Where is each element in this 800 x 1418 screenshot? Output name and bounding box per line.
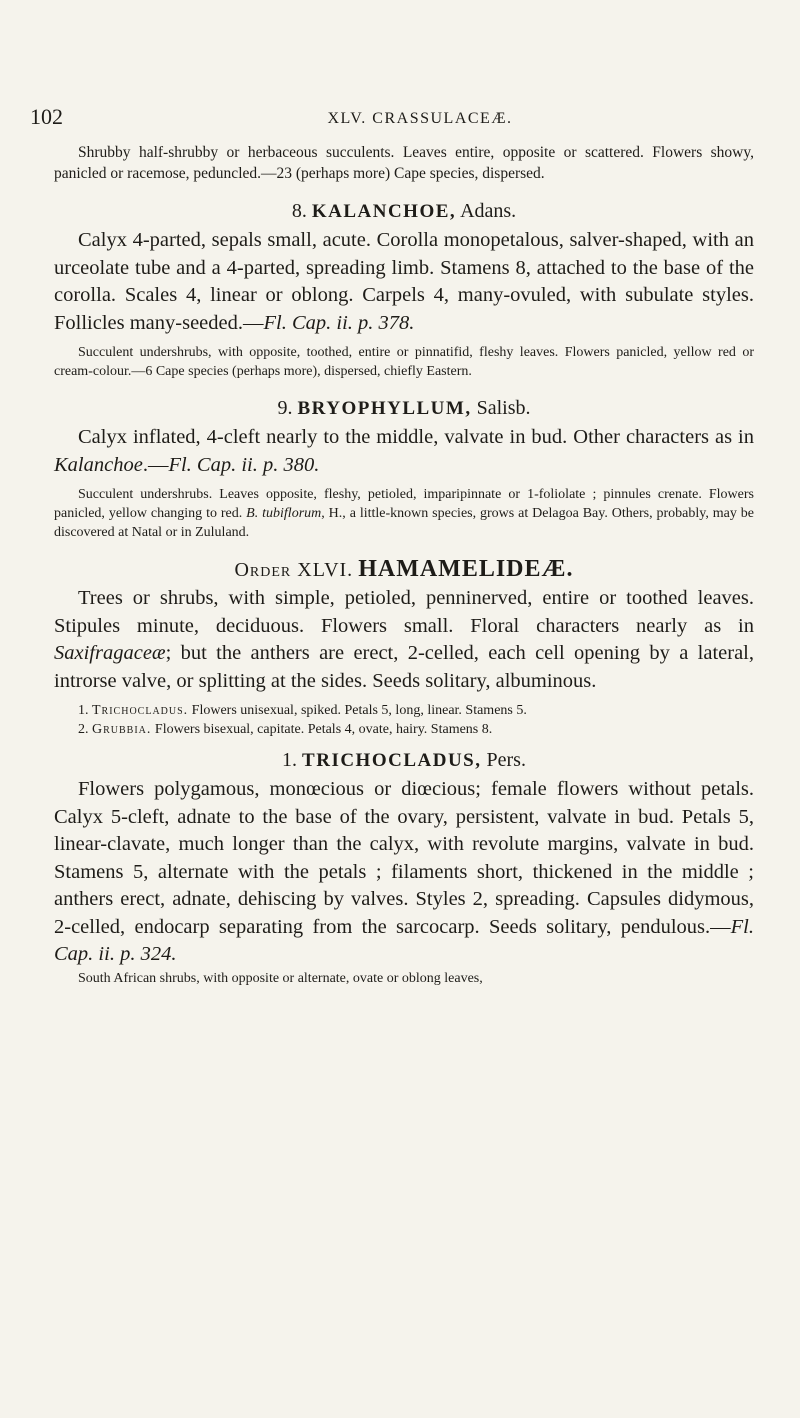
genus-note-trichocladus: South African shrubs, with opposite or alternate, ovate or oblong leaves, [78,970,483,986]
running-head: XLV. CRASSULACEÆ. [327,110,513,127]
genus-heading-trichocladus [54,745,754,776]
page-number: 102 [30,104,63,129]
genus-author: Salisb. [476,397,531,419]
genus-description-bryophyllum: Calyx inflated, 4-cleft nearly to the middle, valvate in bud. Other characters as in Kalanchoe.—Fl. Cap. ii. p. 380. [54,426,754,476]
flora-reference: Fl. Cap. ii. p. 324. [54,915,754,965]
genus-name: TRICHOCLADUS, [302,750,482,771]
page-header [30,104,770,134]
genus-heading-bryophyllum [54,393,754,424]
genus-number: 1. [282,749,298,771]
genus-note-bryophyllum: Succulent undershrubs. Leaves opposite, fleshy, petioled, imparipinnate or 1-foliolate ; pinnules crenate. Flowers panicled, yellow changing to red. B. tubiflorum, H., a little-known species, grows at Delagoa Bay. Others, probably, may be discovered at Natal or in Zululand. [54,487,755,540]
genus-number: 8. [291,200,307,222]
genus-heading-kalanchoe [54,196,754,227]
genus-name: KALANCHOE, [311,201,457,222]
genus-number: 9. [277,397,293,419]
order-heading [54,554,754,585]
order-description: Trees or shrubs, with simple, petioled, penninerved, entire or toothed leaves. Stipules minute, deciduous. Flowers small. Floral characters nearly as in Saxifragaceæ; but the anthers are erect, 2-celled, each cell opening by a lateral, introrse valve, or splitting at the sides. Seeds solitary, albuminous. [54,587,754,692]
body-text [54,142,754,988]
genus-name: BRYOPHYLLUM, [297,398,472,419]
genus-key-item: 1. Trichocladus. Flowers unisexual, spiked. Petals 5, long, linear. Stamens 5. [78,703,527,718]
flora-reference: Fl. Cap. ii. p. 378. [263,311,415,334]
order-label: Order XLVI. [234,559,354,581]
genus-description-kalanchoe: Calyx 4-parted, sepals small, acute. Corolla monopetalous, salver-shaped, with an urceolate tube and a 4-parted, spreading limb. Stamens 8, attached to the base of the corolla. Scales 4, linear or oblong. Carpels 4, many-ovuled, with subulate styles. Follicles many-seeded.—Fl. Cap. ii. p. 378. [54,229,754,334]
genus-key-item: 2. Grubbia. Flowers bisexual, capitate. Petals 4, ovate, hairy. Stamens 8. [78,722,493,737]
genus-author: Pers. [486,749,526,771]
order-name: HAMAMELIDEÆ. [358,556,574,582]
family-intro: Shrubby half-shrubby or herbaceous succulents. Leaves entire, opposite or scattered. Flowers showy, panicled or racemose, peduncled.—23 (perhaps more) Cape species, dispersed. [54,144,754,182]
flora-reference: Fl. Cap. ii. p. 380. [168,453,320,476]
genus-author: Adans. [460,200,517,222]
genus-note-kalanchoe: Succulent undershrubs, with opposite, toothed, entire or pinnatifid, fleshy leaves. Flowers panicled, yellow red or cream-colour.—6 Cape species (perhaps more), dispersed, chiefly Eastern. [54,345,754,379]
genus-description-trichocladus: Flowers polygamous, monœcious or diœcious; female flowers without petals. Calyx 5-cleft, adnate to the base of the ovary, persistent, valvate in bud. Petals 5, linear-clavate, much longer than the calyx, with revolute margins, valvate in bud. Stamens 5, alternate with the petals ; filaments short, thickened in the middle ; anthers erect, adnate, dehiscing by valves. Styles 2, spreading. Capsules didymous, 2-celled, endocarp separating from the sarcocarp. Seeds solitary, pendulous.—Fl. Cap. ii. p. 324. [54,778,754,965]
